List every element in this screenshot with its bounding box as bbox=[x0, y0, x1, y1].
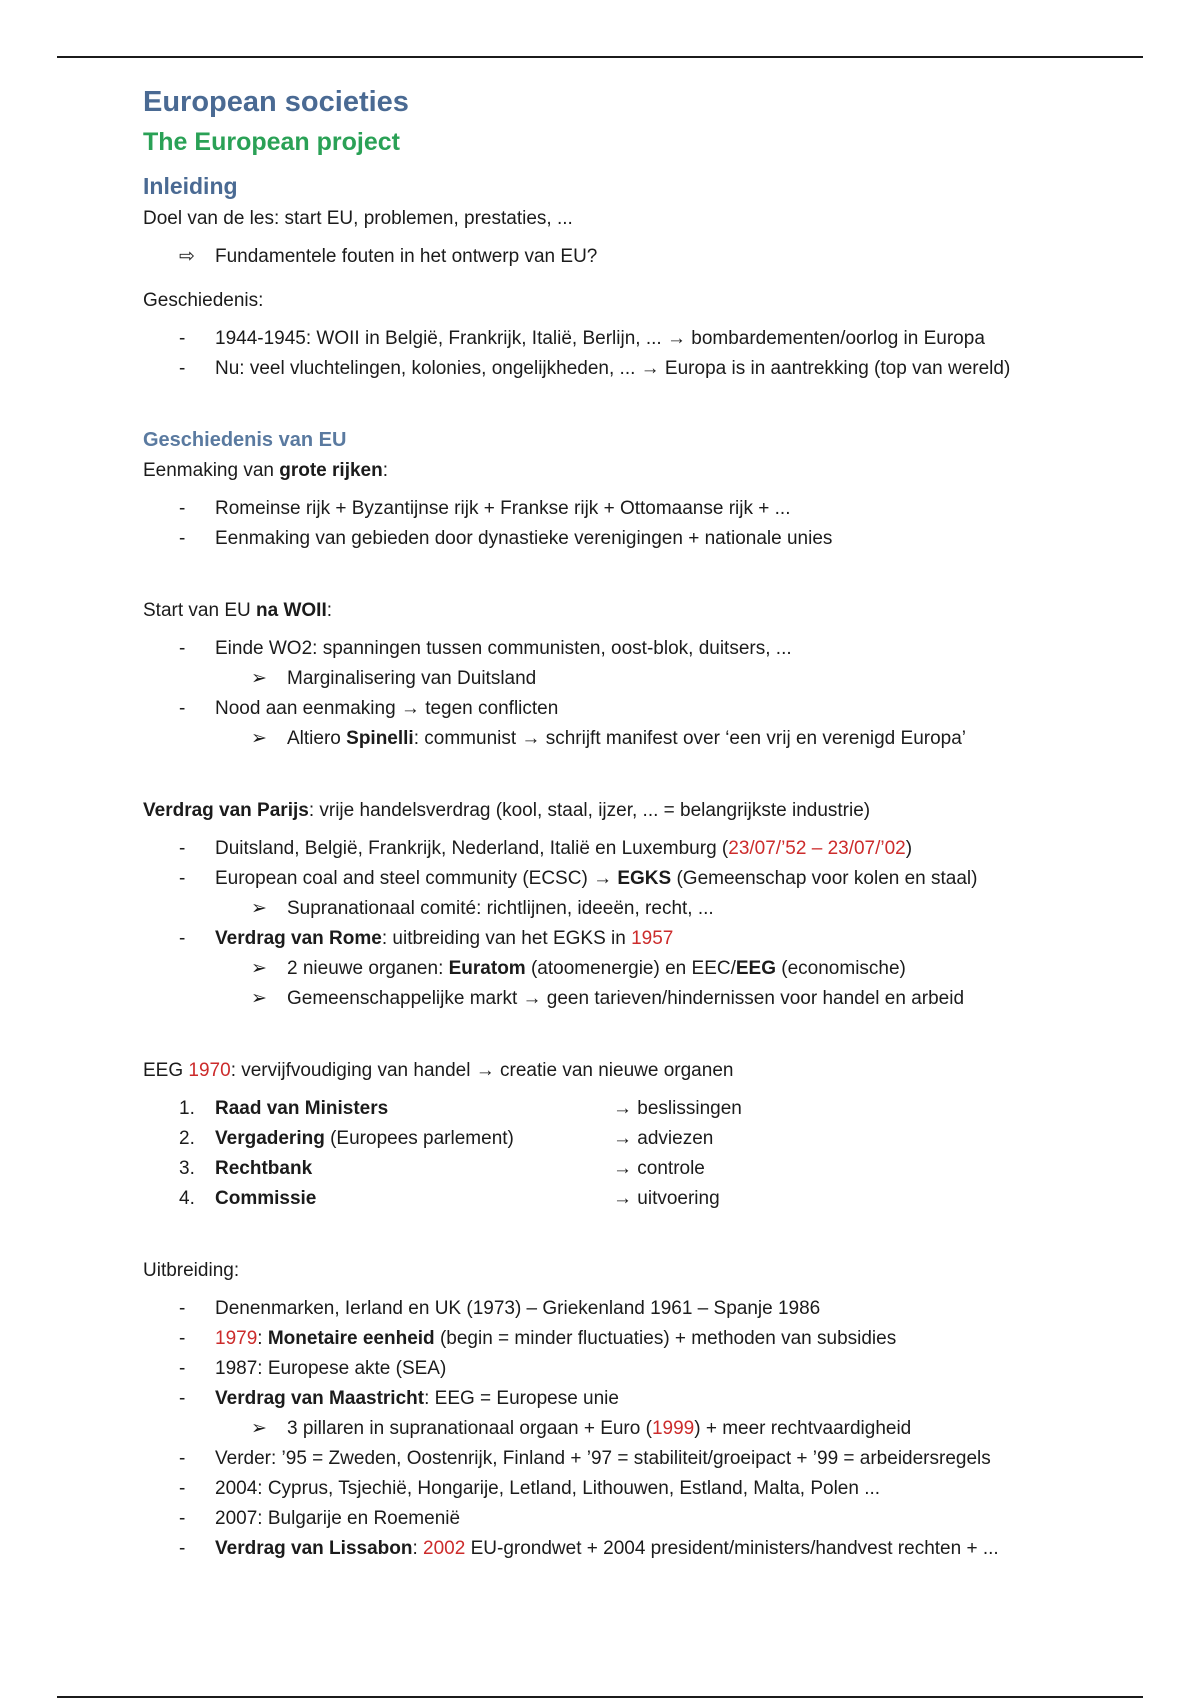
start-label bbox=[143, 596, 1143, 626]
organ-name: Commissie bbox=[215, 1188, 317, 1209]
list-item-text: (atoomenergie) en EEC/ bbox=[525, 958, 736, 979]
dash-icon: - bbox=[179, 328, 186, 349]
dash-icon: - bbox=[179, 868, 186, 889]
organ-role: controle bbox=[632, 1158, 705, 1179]
list-item bbox=[143, 494, 1143, 524]
dash-icon: - bbox=[179, 1298, 186, 1319]
organ-name: Vergadering bbox=[215, 1128, 325, 1149]
arrow-icon: → bbox=[521, 728, 541, 749]
bottom-rule bbox=[57, 1696, 1143, 1698]
start-list bbox=[143, 634, 1143, 754]
document-body bbox=[143, 82, 1143, 1564]
list-item bbox=[143, 634, 1143, 664]
organ-number: 1. bbox=[179, 1098, 195, 1119]
organ-row bbox=[143, 1184, 1143, 1214]
organ-role-cell bbox=[613, 1154, 705, 1184]
dash-icon: - bbox=[179, 1538, 186, 1559]
organ-number: 4. bbox=[179, 1188, 195, 1209]
chevron-icon: ➢ bbox=[251, 1418, 267, 1439]
document-subtitle: The European project bbox=[143, 128, 400, 156]
dash-icon: - bbox=[179, 698, 186, 719]
date-text: 1979 bbox=[215, 1328, 258, 1349]
organ-number: 3. bbox=[179, 1158, 195, 1179]
arrow-icon: → bbox=[475, 1060, 495, 1081]
text: Start van EU bbox=[143, 600, 256, 621]
list-item bbox=[143, 954, 1143, 984]
chevron-icon: ➢ bbox=[251, 988, 267, 1009]
text: : vervijfvoudiging van handel bbox=[230, 1060, 476, 1081]
list-item bbox=[143, 354, 1143, 384]
list-item bbox=[143, 524, 1143, 554]
list-item-text: Duitsland, België, Frankrijk, Nederland, Italië en Luxemburg ( bbox=[215, 838, 729, 859]
bold-text: EEG bbox=[735, 958, 776, 979]
arrow-icon: → bbox=[613, 1098, 632, 1119]
date-text: 23/07/’52 – 23/07/’02 bbox=[728, 838, 906, 859]
chevron-icon: ➢ bbox=[251, 728, 267, 749]
organ-name-cell bbox=[215, 1154, 613, 1184]
organ-number-cell bbox=[143, 1154, 215, 1184]
text: : vrije handelsverdrag (kool, staal, ijzer, ... = belangrijkste industrie) bbox=[308, 800, 871, 821]
organs-list bbox=[143, 1094, 1143, 1214]
eeg-label bbox=[143, 1056, 1143, 1086]
list-item-text: European coal and steel community (ECSC) bbox=[215, 868, 594, 889]
list-item bbox=[143, 1474, 1143, 1504]
list-item-text: (Gemeenschap voor kolen en staal) bbox=[671, 868, 978, 889]
list-item bbox=[143, 1504, 1143, 1534]
arrow-icon: → bbox=[613, 1158, 632, 1179]
list-item-text: (begin = minder fluctuaties) + methoden van subsidies bbox=[434, 1328, 897, 1349]
list-item bbox=[143, 924, 1143, 954]
organ-row bbox=[143, 1124, 1143, 1154]
dash-icon: - bbox=[179, 838, 186, 859]
list-item bbox=[143, 1414, 1143, 1444]
list-item-text: : bbox=[412, 1538, 424, 1559]
organ-number-cell bbox=[143, 1094, 215, 1124]
bold-text: grote rijken bbox=[279, 460, 383, 481]
arrow-icon: → bbox=[593, 868, 613, 889]
list-item-text: 2 nieuwe organen: bbox=[287, 958, 449, 979]
text: EEG bbox=[143, 1060, 189, 1081]
list-item-text: : uitbreiding van het EGKS in bbox=[381, 928, 632, 949]
date-text: 1970 bbox=[188, 1060, 231, 1081]
organ-row bbox=[143, 1154, 1143, 1184]
dash-icon: - bbox=[179, 1448, 186, 1469]
organ-role-cell bbox=[613, 1124, 713, 1154]
organ-name-cell bbox=[215, 1124, 613, 1154]
text: creatie van nieuwe organen bbox=[494, 1060, 734, 1081]
bold-text: Verdrag van Lissabon bbox=[215, 1538, 413, 1559]
list-item-text: 3 pillaren in supranationaal orgaan + Euro ( bbox=[287, 1418, 652, 1439]
list-item bbox=[143, 664, 1143, 694]
list-item-text: Nu: veel vluchtelingen, kolonies, ongelijkheden, ... bbox=[215, 358, 641, 379]
bold-text: Monetaire eenheid bbox=[267, 1328, 435, 1349]
geschiedenis-label: Geschiedenis: bbox=[143, 290, 264, 311]
organ-name-cell bbox=[215, 1184, 613, 1214]
list-item bbox=[143, 242, 1143, 272]
list-item bbox=[143, 1384, 1143, 1414]
list-item-text: Supranationaal comité: richtlijnen, ideeën, recht, ... bbox=[287, 898, 714, 919]
text: Eenmaking van bbox=[143, 460, 280, 481]
heading-inleiding: Inleiding bbox=[143, 173, 238, 199]
list-item bbox=[143, 1534, 1143, 1564]
organ-role: beslissingen bbox=[632, 1098, 742, 1119]
list-item-text: : bbox=[257, 1328, 268, 1349]
arrow-icon: → bbox=[522, 988, 542, 1009]
chevron-icon: ➢ bbox=[251, 898, 267, 919]
uitbreiding-list bbox=[143, 1294, 1143, 1564]
chevron-icon: ➢ bbox=[251, 958, 267, 979]
list-item-text: ) bbox=[905, 838, 913, 859]
hollow-arrow-icon: ⇨ bbox=[179, 246, 195, 267]
dash-icon: - bbox=[179, 1388, 186, 1409]
organ-name-cell bbox=[215, 1094, 613, 1124]
dash-icon: - bbox=[179, 528, 186, 549]
eenmaking-list bbox=[143, 494, 1143, 554]
bold-text: Verdrag van Maastricht bbox=[215, 1388, 425, 1409]
bold-text: Spinelli bbox=[346, 728, 414, 749]
document-title: European societies bbox=[143, 86, 409, 118]
list-item bbox=[143, 834, 1143, 864]
organ-number: 2. bbox=[179, 1128, 195, 1149]
list-item-text: EU-grondwet + 2004 president/ministers/handvest rechten + ... bbox=[465, 1538, 999, 1559]
dash-icon: - bbox=[179, 1328, 186, 1349]
uitbreiding-label: Uitbreiding: bbox=[143, 1260, 240, 1281]
arrow-icon: → bbox=[613, 1188, 632, 1209]
dash-icon: - bbox=[179, 1478, 186, 1499]
organ-role-cell bbox=[613, 1094, 742, 1124]
bold-text: na WOII bbox=[256, 600, 327, 621]
organ-name: Raad van Ministers bbox=[215, 1098, 389, 1119]
chevron-icon: ➢ bbox=[251, 668, 267, 689]
dash-icon: - bbox=[179, 1508, 186, 1529]
organ-number-cell bbox=[143, 1124, 215, 1154]
list-item-text: 1944-1945: WOII in België, Frankrijk, Italië, Berlijn, ... bbox=[215, 328, 667, 349]
arrow-icon: → bbox=[400, 698, 420, 719]
list-item-text: schrijft manifest over ‘een vrij en verenigd Europa’ bbox=[540, 728, 967, 749]
organ-role: adviezen bbox=[632, 1128, 714, 1149]
list-item bbox=[143, 724, 1143, 754]
list-item-text: 2007: Bulgarije en Roemenië bbox=[215, 1508, 461, 1529]
list-item-text: Marginalisering van Duitsland bbox=[287, 668, 537, 689]
dash-icon: - bbox=[179, 638, 186, 659]
organ-role-cell bbox=[613, 1184, 720, 1214]
eenmaking-label bbox=[143, 456, 1143, 486]
organ-role: uitvoering bbox=[632, 1188, 720, 1209]
list-item-text: ) + meer rechtvaardigheid bbox=[694, 1418, 912, 1439]
bold-text: EGKS bbox=[617, 868, 672, 889]
organ-extra: (Europees parlement) bbox=[324, 1128, 514, 1149]
list-item-text: (economische) bbox=[776, 958, 906, 979]
list-item bbox=[143, 324, 1143, 354]
list-item-text: Einde WO2: spanningen tussen communisten, oost-blok, duitsers, ... bbox=[215, 638, 792, 659]
list-item-text: : EEG = Europese unie bbox=[424, 1388, 619, 1409]
list-item bbox=[143, 1294, 1143, 1324]
dash-icon: - bbox=[179, 498, 186, 519]
list-item bbox=[143, 864, 1143, 894]
list-item-text: 2004: Cyprus, Tsjechië, Hongarije, Letland, Lithouwen, Estland, Malta, Polen ... bbox=[215, 1478, 881, 1499]
arrow-icon: → bbox=[613, 1128, 632, 1149]
organ-number-cell bbox=[143, 1184, 215, 1214]
list-item bbox=[143, 694, 1143, 724]
dash-icon: - bbox=[179, 928, 186, 949]
list-item bbox=[143, 984, 1143, 1014]
list-item bbox=[143, 894, 1143, 924]
arrow-icon: → bbox=[666, 328, 686, 349]
list-item-text: tegen conflicten bbox=[419, 698, 559, 719]
top-rule bbox=[57, 56, 1143, 58]
arrow-icon: → bbox=[640, 358, 660, 379]
heading-geschiedenis-eu: Geschiedenis van EU bbox=[143, 429, 347, 451]
list-item-text: geen tarieven/hindernissen voor handel en arbeid bbox=[541, 988, 965, 1009]
date-text: 1999 bbox=[651, 1418, 695, 1439]
list-item-text: Gemeenschappelijke markt bbox=[287, 988, 523, 1009]
list-item-text: bombardementen/oorlog in Europa bbox=[685, 328, 985, 349]
list-item-text: Nood aan eenmaking bbox=[215, 698, 401, 719]
bold-text: Verdrag van Rome bbox=[215, 928, 382, 949]
list-item-text: Fundamentele fouten in het ontwerp van EU? bbox=[215, 246, 598, 267]
list-item bbox=[143, 1324, 1143, 1354]
list-item-text: 1987: Europese akte (SEA) bbox=[215, 1358, 447, 1379]
list-item-text: Denenmarken, Ierland en UK (1973) – Griekenland 1961 – Spanje 1986 bbox=[215, 1298, 821, 1319]
list-item-text: Romeinse rijk + Byzantijnse rijk + Frankse rijk + Ottomaanse rijk + ... bbox=[215, 498, 791, 519]
organ-row bbox=[143, 1094, 1143, 1124]
list-item-text: : communist bbox=[413, 728, 522, 749]
text: : bbox=[326, 600, 333, 621]
geschiedenis-list bbox=[143, 324, 1143, 384]
parijs-list bbox=[143, 834, 1143, 1014]
list-item-text: Europa is in aantrekking (top van wereld) bbox=[659, 358, 1011, 379]
organ-name: Rechtbank bbox=[215, 1158, 313, 1179]
text: : bbox=[382, 460, 389, 481]
date-text: 2002 bbox=[423, 1538, 466, 1559]
list-item bbox=[143, 1354, 1143, 1384]
arrow-list bbox=[143, 242, 1143, 272]
doel-text: Doel van de les: start EU, problemen, prestaties, ... bbox=[143, 208, 573, 229]
list-item bbox=[143, 1444, 1143, 1474]
dash-icon: - bbox=[179, 1358, 186, 1379]
dash-icon: - bbox=[179, 358, 186, 379]
bold-text: Euratom bbox=[448, 958, 526, 979]
list-item-text: Verder: ’95 = Zweden, Oostenrijk, Finland + ’97 = stabiliteit/groeipact + ’99 = arbeidersregels bbox=[215, 1448, 991, 1469]
list-item-text: Eenmaking van gebieden door dynastieke verenigingen + nationale unies bbox=[215, 528, 833, 549]
parijs-label bbox=[143, 796, 1143, 826]
bold-text: Verdrag van Parijs bbox=[143, 800, 309, 821]
list-item-text: Altiero bbox=[287, 728, 347, 749]
date-text: 1957 bbox=[631, 928, 674, 949]
